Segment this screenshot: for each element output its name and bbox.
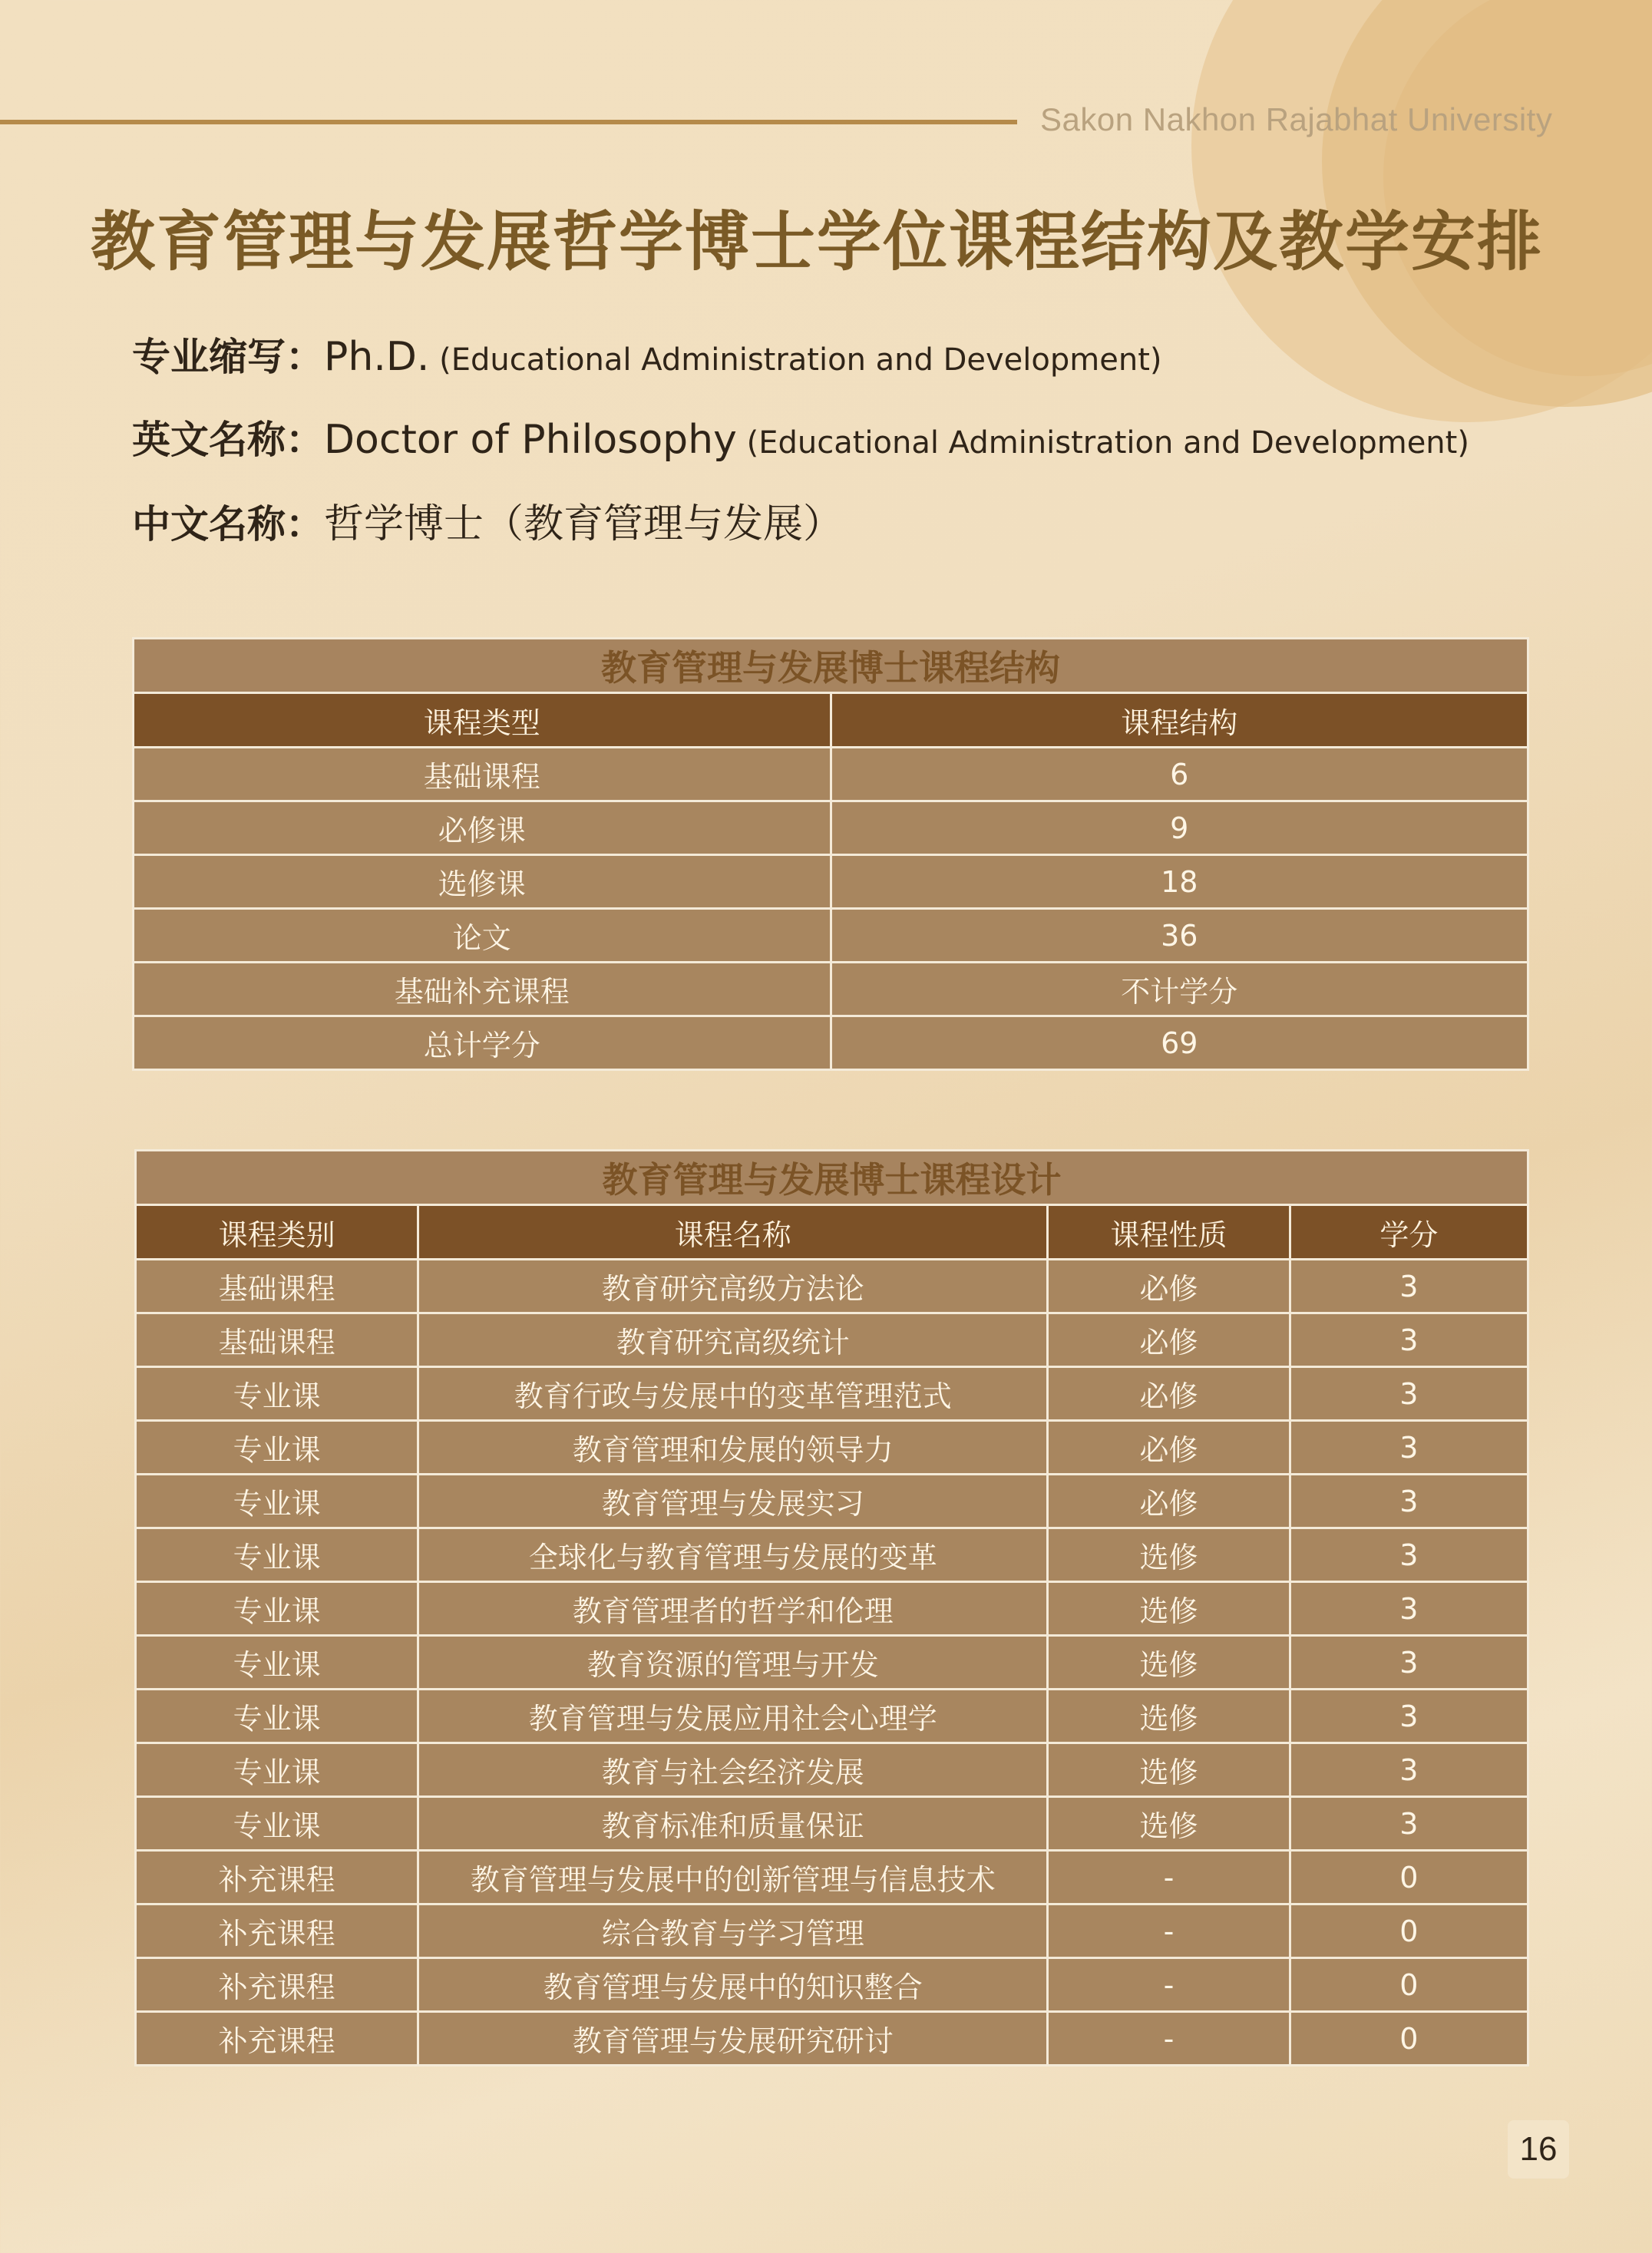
column-header: 课程性质 [1048,1205,1290,1260]
table-cell: 选修 [1048,1528,1290,1582]
table-row [136,1582,1528,1636]
table-caption: 教育管理与发展博士课程结构 [134,639,1528,693]
page-title: 教育管理与发展哲学博士学位课程结构及教学安排 [91,204,1544,279]
table-cell: 3 [1290,1421,1528,1475]
info-value-note: (Educational Administration and Development) [429,342,1162,378]
table-row [134,963,1528,1016]
table-cell: 基础补充课程 [134,963,831,1016]
course-design-table [134,1149,1529,2066]
column-header: 课程类型 [134,693,831,748]
table-cell: 必修 [1048,1260,1290,1313]
table-row [134,748,1528,801]
table-cell: 3 [1290,1367,1528,1421]
table-cell: 3 [1290,1690,1528,1743]
table-row [134,801,1528,855]
table-cell: 必修课 [134,801,831,855]
table-cell: 3 [1290,1743,1528,1797]
table-cell: 0 [1290,1851,1528,1904]
table-cell: 专业课 [136,1797,418,1851]
table-cell: 教育管理与发展中的创新管理与信息技术 [418,1851,1048,1904]
table-cell: 教育研究高级方法论 [418,1260,1048,1313]
table-cell: 专业课 [136,1743,418,1797]
table-row [136,1690,1528,1743]
table-cell: 选修 [1048,1797,1290,1851]
table-row [134,855,1528,909]
table-cell: 教育管理与发展实习 [418,1475,1048,1528]
table-row [136,1260,1528,1313]
table-row [134,909,1528,963]
page-number: 16 [1508,2120,1569,2179]
table-cell: 基础课程 [134,748,831,801]
table-cell: 专业课 [136,1421,418,1475]
info-english-name [132,409,1469,464]
table-cell: 必修 [1048,1313,1290,1367]
table-cell: 选修 [1048,1582,1290,1636]
table-cell: - [1048,1904,1290,1958]
table-cell: 6 [831,748,1528,801]
table-cell: - [1048,2012,1290,2066]
table-row [136,1958,1528,2012]
table-cell: 必修 [1048,1475,1290,1528]
header-rule [0,120,1017,124]
column-header: 学分 [1290,1205,1528,1260]
table-cell: 0 [1290,2012,1528,2066]
table-row [136,1904,1528,1958]
table-cell: 专业课 [136,1475,418,1528]
info-abbreviation [132,326,1161,382]
table-cell: 专业课 [136,1690,418,1743]
table-row [136,2012,1528,2066]
table-cell: 选修 [1048,1743,1290,1797]
column-header: 课程名称 [418,1205,1048,1260]
table-cell: 专业课 [136,1528,418,1582]
info-value-note: (Educational Administration and Development) [736,425,1469,461]
table-cell: 专业课 [136,1636,418,1690]
table-row [136,1367,1528,1421]
table-cell: - [1048,1851,1290,1904]
table-row [136,1797,1528,1851]
table-cell: 专业课 [136,1582,418,1636]
table-caption: 教育管理与发展博士课程设计 [136,1151,1528,1205]
info-label: 中文名称： [132,502,324,547]
info-chinese-name [132,491,843,549]
table-cell: 36 [831,909,1528,963]
table-cell: 选修 [1048,1690,1290,1743]
table-row [136,1475,1528,1528]
table-cell: 总计学分 [134,1016,831,1070]
table-cell: 3 [1290,1528,1528,1582]
table-cell: 综合教育与学习管理 [418,1904,1048,1958]
table-cell: 教育行政与发展中的变革管理范式 [418,1367,1048,1421]
table-cell: 18 [831,855,1528,909]
university-name: Sakon Nakhon Rajabhat University [1040,101,1553,137]
info-value: Doctor of Philosophy [324,417,737,463]
table-cell: 3 [1290,1313,1528,1367]
table-cell: 必修 [1048,1421,1290,1475]
info-label: 专业缩写： [132,335,324,379]
table-row [136,1528,1528,1582]
table-cell: 不计学分 [831,963,1528,1016]
table-cell: - [1048,1958,1290,2012]
table-cell: 选修课 [134,855,831,909]
course-structure-table [132,637,1529,1071]
table-row [134,1016,1528,1070]
info-value: 哲学博士（教育管理与发展） [324,501,844,547]
table-cell: 教育管理与发展中的知识整合 [418,1958,1048,2012]
table-cell: 选修 [1048,1636,1290,1690]
table-cell: 3 [1290,1475,1528,1528]
table-cell: 教育管理与发展研究研讨 [418,2012,1048,2066]
info-label: 英文名称： [132,418,324,462]
table-cell: 0 [1290,1958,1528,2012]
table-row [136,1851,1528,1904]
table-cell: 教育资源的管理与开发 [418,1636,1048,1690]
table-cell: 教育管理和发展的领导力 [418,1421,1048,1475]
table-cell: 教育与社会经济发展 [418,1743,1048,1797]
table-cell: 9 [831,801,1528,855]
table-cell: 教育管理与发展应用社会心理学 [418,1690,1048,1743]
table-row [136,1421,1528,1475]
table-cell: 教育研究高级统计 [418,1313,1048,1367]
table-cell: 3 [1290,1260,1528,1313]
info-value: Ph.D. [324,334,430,380]
table-cell: 教育标准和质量保证 [418,1797,1048,1851]
table-row [136,1636,1528,1690]
column-header: 课程结构 [831,693,1528,748]
table-cell: 3 [1290,1582,1528,1636]
table-cell: 基础课程 [136,1260,418,1313]
table-cell: 0 [1290,1904,1528,1958]
column-header: 课程类别 [136,1205,418,1260]
table-cell: 基础课程 [136,1313,418,1367]
table-cell: 补充课程 [136,1851,418,1904]
table-cell: 论文 [134,909,831,963]
table-cell: 教育管理者的哲学和伦理 [418,1582,1048,1636]
table-cell: 专业课 [136,1367,418,1421]
table-cell: 补充课程 [136,1958,418,2012]
table-cell: 补充课程 [136,1904,418,1958]
table-cell: 69 [831,1016,1528,1070]
table-cell: 3 [1290,1797,1528,1851]
table-cell: 必修 [1048,1367,1290,1421]
table-row [136,1313,1528,1367]
table-cell: 补充课程 [136,2012,418,2066]
table-cell: 全球化与教育管理与发展的变革 [418,1528,1048,1582]
table-cell: 3 [1290,1636,1528,1690]
table-row [136,1743,1528,1797]
